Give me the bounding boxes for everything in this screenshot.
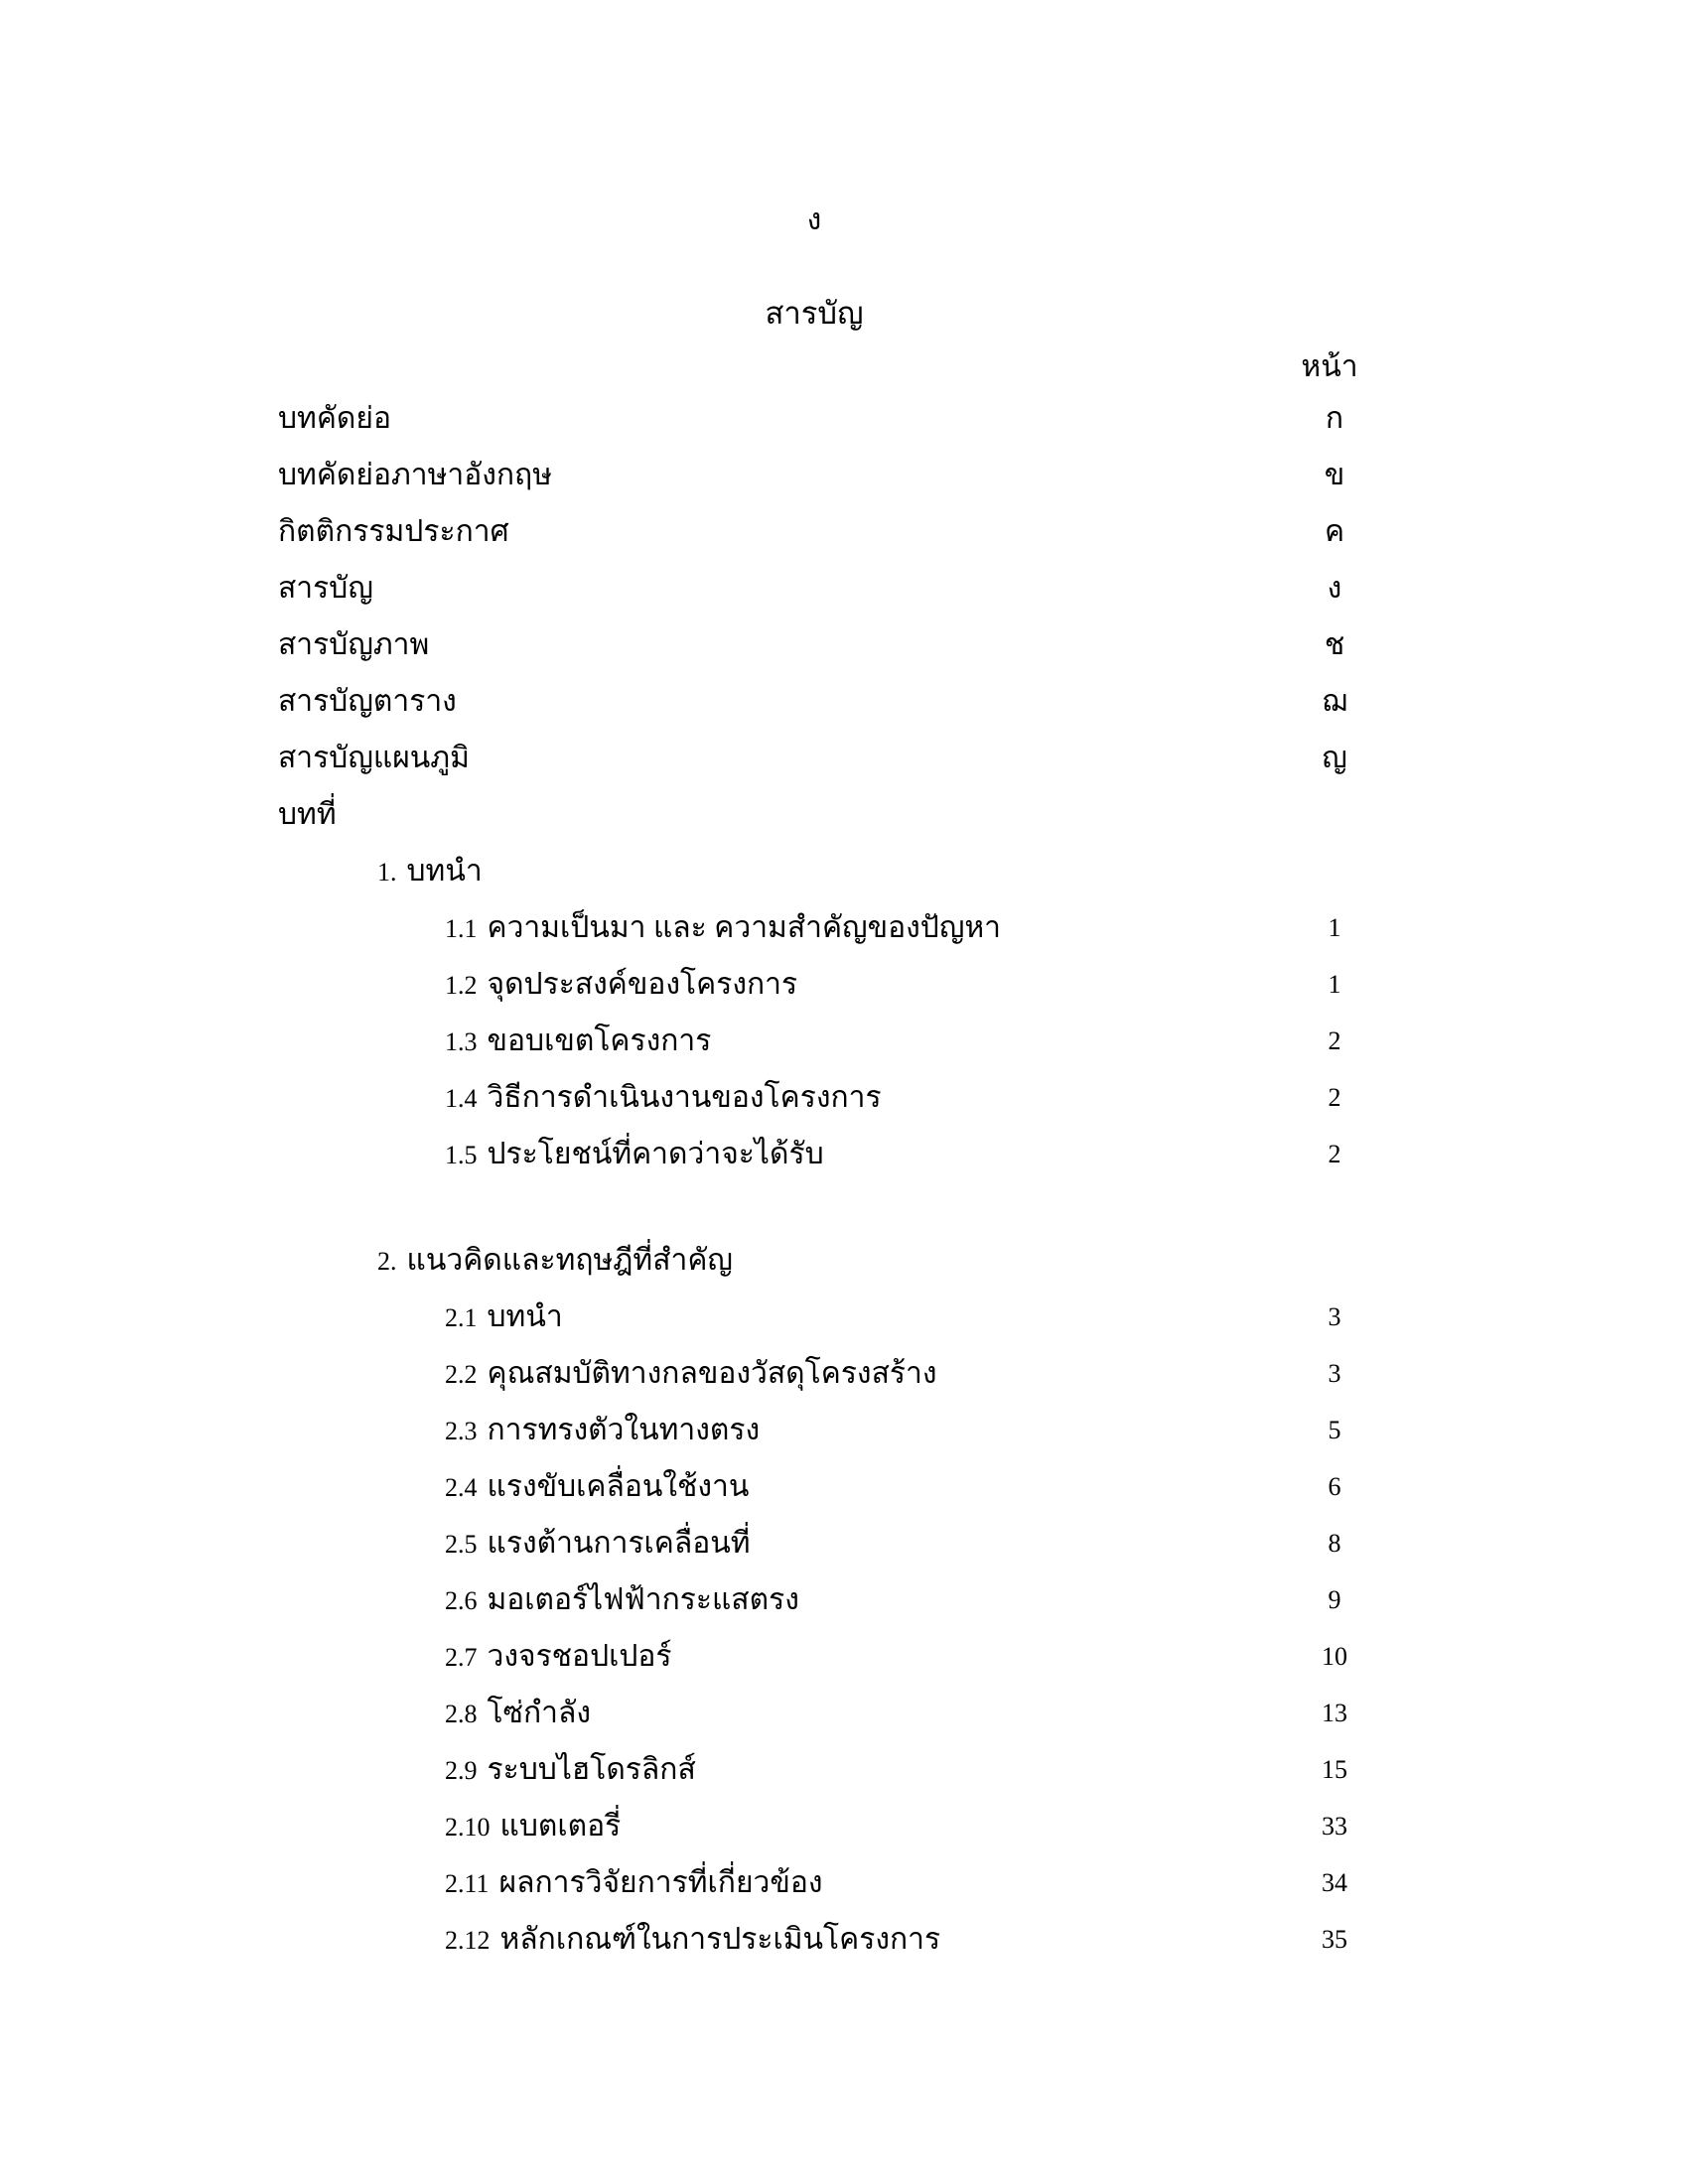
toc-section — [0, 1020, 1688, 1063]
toc-entry — [0, 567, 1688, 611]
toc-entry-page: ญ — [1322, 742, 1347, 774]
toc-section — [0, 1133, 1688, 1176]
section-title: ความเป็นมา และ ความสำคัญของปัญหา — [487, 911, 1002, 944]
toc-entry-page: ข — [1324, 459, 1345, 491]
toc-entry-label: สารบัญแผนภูมิ — [278, 742, 470, 774]
section-number: 2.9 — [445, 1756, 478, 1785]
page-title: สารบัญ — [765, 296, 864, 331]
toc-section — [0, 1635, 1688, 1679]
page-number: ง — [806, 204, 822, 236]
toc-entry — [0, 397, 1688, 441]
section-page: 13 — [1322, 1699, 1347, 1727]
toc-entry-label: กิตติกรรมประกาศ — [278, 515, 509, 548]
section-number: 2.10 — [445, 1813, 491, 1842]
section-title: ขอบเขตโครงการ — [487, 1024, 712, 1057]
toc-entry — [0, 454, 1688, 497]
toc-entry-page: ก — [1325, 402, 1344, 435]
section-page: 3 — [1328, 1359, 1341, 1388]
toc-entry-page: ช — [1324, 628, 1345, 661]
toc-section — [0, 1805, 1688, 1848]
section-number: 2.3 — [445, 1417, 478, 1445]
section-number: 2.4 — [445, 1473, 478, 1502]
toc-entry-page: ฌ — [1322, 685, 1347, 718]
section-page: 2 — [1328, 1140, 1341, 1168]
section-page: 5 — [1328, 1416, 1341, 1444]
chapter-title: แนวคิดและทฤษฎีที่สำคัญ — [406, 1244, 733, 1277]
toc-section — [0, 963, 1688, 1007]
section-page: 34 — [1322, 1868, 1347, 1897]
section-number: 1.3 — [445, 1027, 478, 1056]
section-number: 1.2 — [445, 971, 478, 1000]
toc-section — [0, 1352, 1688, 1396]
page-column-header: หน้า — [1301, 350, 1358, 383]
toc-section — [0, 1409, 1688, 1452]
chapter-heading — [0, 850, 1688, 893]
section-page: 33 — [1322, 1812, 1347, 1841]
toc-entry-label: สารบัญภาพ — [278, 628, 430, 661]
section-page: 8 — [1328, 1529, 1341, 1558]
section-title: การทรงตัวในทางตรง — [487, 1414, 761, 1446]
section-number: 2.7 — [445, 1643, 478, 1672]
section-page: 1 — [1328, 913, 1341, 942]
toc-section — [0, 1748, 1688, 1792]
toc-entry-page: ง — [1327, 572, 1342, 605]
section-title: แรงต้านการเคลื่อนที่ — [487, 1527, 751, 1560]
chapter-heading — [0, 1239, 1688, 1283]
section-number: 2.11 — [445, 1869, 490, 1898]
chapter-number: 2. — [377, 1247, 397, 1276]
toc-entry-label: สารบัญ — [278, 572, 373, 605]
chapter-number: 1. — [377, 858, 397, 887]
section-page: 6 — [1328, 1472, 1341, 1501]
section-number: 2.12 — [445, 1926, 491, 1955]
toc-entry — [0, 680, 1688, 724]
section-title: มอเตอร์ไฟฟ้ากระแสตรง — [487, 1583, 799, 1616]
section-title: หลักเกณฑ์ในการประเมินโครงการ — [499, 1923, 941, 1956]
section-page: 1 — [1328, 970, 1341, 999]
toc-section — [0, 1465, 1688, 1509]
section-title: ประโยชน์ที่คาดว่าจะได้รับ — [487, 1138, 824, 1170]
section-title: วงจรชอปเปอร์ — [487, 1640, 672, 1673]
toc-section — [0, 1918, 1688, 1962]
section-page: 10 — [1322, 1642, 1347, 1671]
chapter-title: บทนำ — [406, 855, 483, 887]
section-page: 35 — [1322, 1925, 1347, 1954]
section-title: จุดประสงค์ของโครงการ — [487, 968, 798, 1001]
toc-entry — [0, 737, 1688, 780]
toc-entry — [0, 623, 1688, 667]
section-number: 2.5 — [445, 1530, 478, 1559]
toc-section — [0, 1522, 1688, 1566]
toc-entry — [0, 510, 1688, 554]
toc-entry-label: บทคัดย่อ — [278, 402, 391, 435]
section-title: วิธีการดำเนินงานของโครงการ — [487, 1081, 882, 1114]
toc-section — [0, 1076, 1688, 1120]
section-title: บทนำ — [487, 1300, 563, 1333]
section-number: 1.5 — [445, 1141, 478, 1169]
toc-section — [0, 1578, 1688, 1622]
section-title: แบตเตอรี่ — [499, 1810, 622, 1843]
section-number: 2.6 — [445, 1586, 478, 1615]
toc-section — [0, 1692, 1688, 1735]
section-page: 2 — [1328, 1083, 1341, 1112]
section-title: โซ่กำลัง — [487, 1697, 592, 1729]
toc-section — [0, 1296, 1688, 1339]
section-title: ผลการวิจัยการที่เกี่ยวข้อง — [498, 1866, 823, 1899]
section-number: 2.1 — [445, 1303, 478, 1332]
section-title: คุณสมบัติทางกลของวัสดุโครงสร้าง — [487, 1357, 937, 1390]
section-page: 9 — [1328, 1585, 1341, 1614]
section-number: 1.4 — [445, 1084, 478, 1113]
section-number: 2.2 — [445, 1360, 478, 1389]
section-page: 2 — [1328, 1026, 1341, 1055]
toc-entry-page: ค — [1324, 515, 1345, 548]
chapters-label: บทที่ — [278, 798, 337, 831]
toc-section — [0, 1861, 1688, 1905]
section-page: 3 — [1328, 1302, 1341, 1331]
section-page: 15 — [1322, 1755, 1347, 1784]
section-number: 1.1 — [445, 914, 478, 943]
section-title: ระบบไฮโดรลิกส์ — [487, 1753, 696, 1786]
section-title: แรงขับเคลื่อนใช้งาน — [487, 1470, 750, 1503]
toc-entry-label: สารบัญตาราง — [278, 685, 457, 718]
toc-entry-label: บทคัดย่อภาษาอังกฤษ — [278, 459, 552, 491]
section-number: 2.8 — [445, 1700, 478, 1728]
toc-section — [0, 906, 1688, 950]
